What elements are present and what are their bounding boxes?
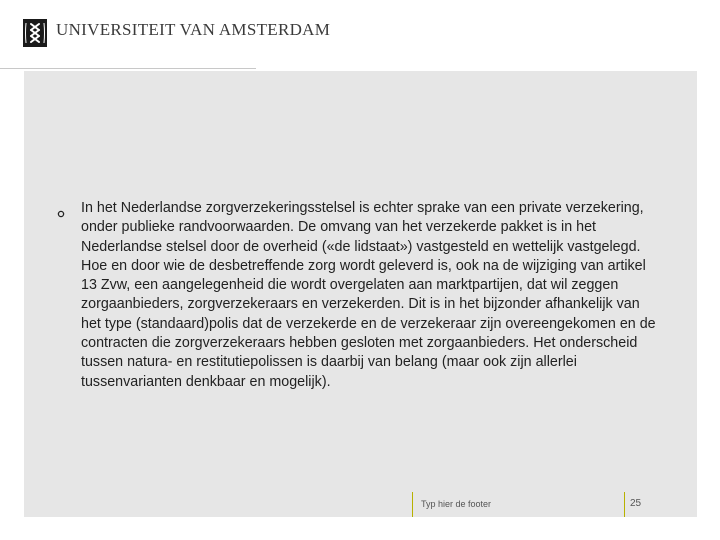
footer-divider-right <box>624 492 625 517</box>
page-number: 25 <box>630 498 642 509</box>
header-divider <box>0 68 256 69</box>
bullet-icon <box>57 205 65 213</box>
uva-crest-icon <box>23 19 47 47</box>
org-name: UNIVERSITEIT VAN AMSTERDAM <box>56 20 331 39</box>
body-paragraph: In het Nederlandse zorgverzekeringsstelsel is echter sprake van een private verzekering, onder publieke randvoorwaarden. De omvang van het verzekerde pakket is in het Nederlandse stelsel door de overheid («de lidstaat») vastgesteld en wettelijk vastgelegd. Hoe en door wie de desbetreffende zorg wordt geleverd is, ook na de wijziging van artikel 13 Zvw, een aangelegenheid die wordt overgelaten aan marktpartijen, dat wil zeggen zorgaanbieders, zorgverzekeraars en verzekerden. Dit is in het bijzonder afhankelijk van het type (standaard)polis dat de verzekerde en de verzekeraar zijn overeengekomen en de contracten die zorgverzekeraars hebben gesloten met zorgaanbieders. Het onderscheid tussen natura- en restitutiepolissen is daarbij van belang (maar ook zijn allerlei tussenvarianten denkbaar en mogelijk). <box>81 200 656 390</box>
footer-divider-left <box>412 492 413 517</box>
header <box>0 0 720 70</box>
footer-text: Typ hier de footer <box>421 499 492 509</box>
